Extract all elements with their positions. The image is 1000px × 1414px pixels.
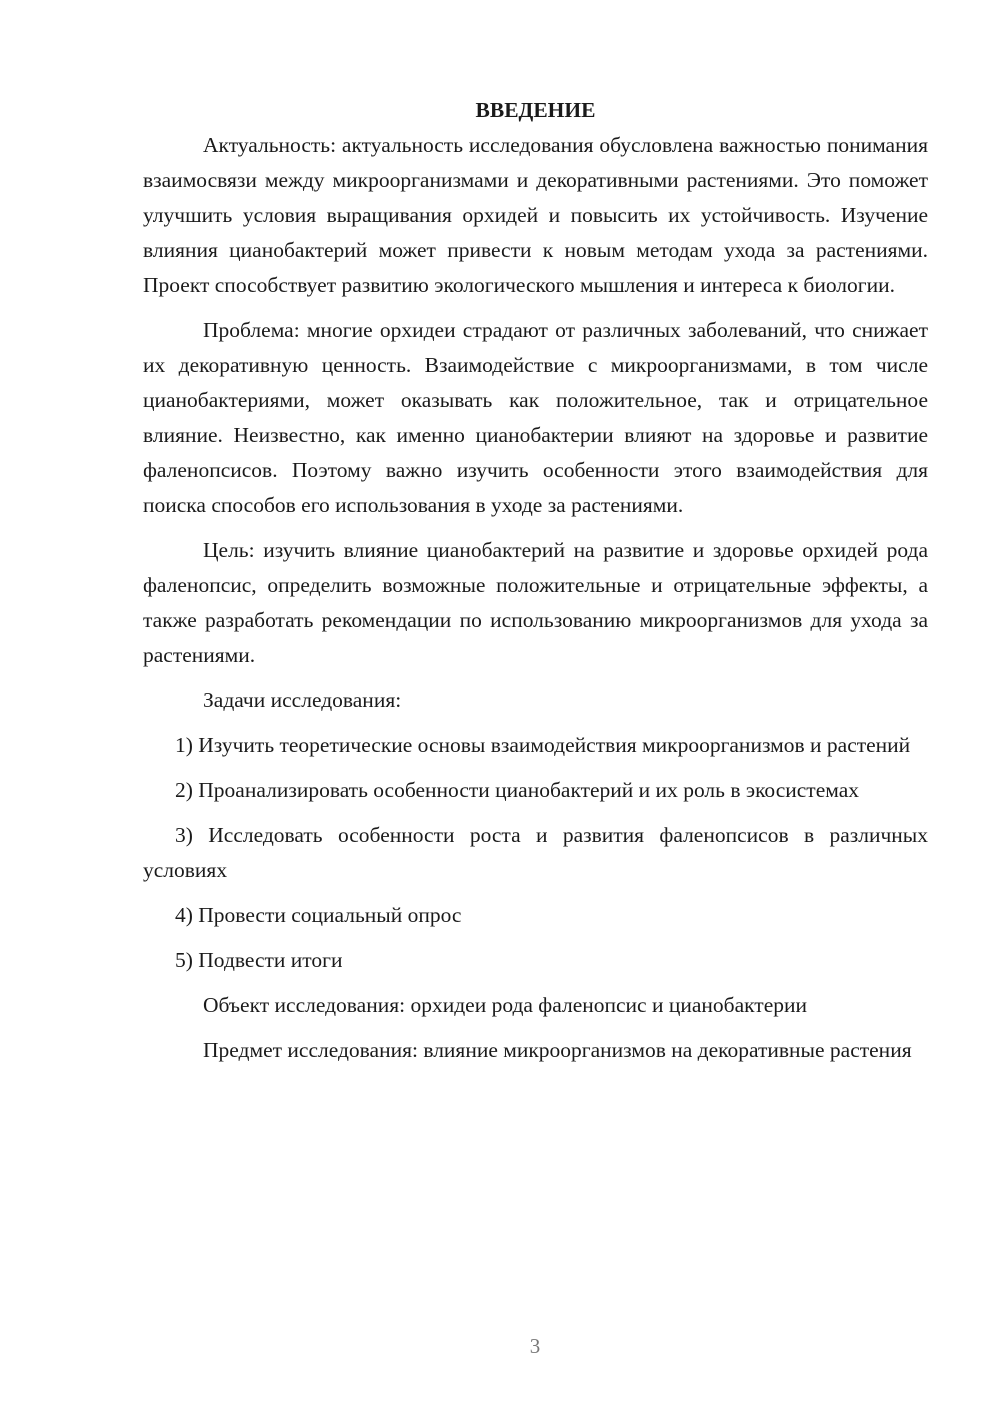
task-item-1: 1) Изучить теоретические основы взаимодействия микроорганизмов и растений — [175, 733, 911, 757]
task-item-5: 5) Подвести итоги — [175, 948, 343, 972]
tasks-title: Задачи исследования: — [203, 688, 402, 712]
task-item-4: 4) Провести социальный опрос — [175, 903, 462, 927]
problem-paragraph: Проблема: многие орхидеи страдают от различных заболеваний, что снижает их декоративную ценность. Взаимодействие с микроорганизмами, в том числе цианобактериями, может оказывать как положительное, так и отрицательное влияние. Неизвестно, как именно цианобактерии влияют на здоровье и развитие фаленопсисов. Поэтому важно изучить особенности этого взаимодействия для поиска способов его использования в уходе за растениями. — [143, 318, 928, 517]
task-item-2: 2) Проанализировать особенности цианобактерий и их роль в экосистемах — [175, 778, 859, 802]
page-number: 3 — [529, 1334, 541, 1358]
relevance-paragraph: Актуальность: актуальность исследования обусловлена важностью понимания взаимосвязи между микроорганизмами и декоративными растениями. Это поможет улучшить условия выращивания орхидей и повысить их устойчивость. Изучение влияния цианобактерий может привести к новым методам ухода за растениями. Проект способствует развитию экологического мышления и интереса к биологии. — [143, 133, 928, 297]
subject-paragraph: Предмет исследования: влияние микроорганизмов на декоративные растения — [203, 1038, 912, 1062]
section-heading: ВВЕДЕНИЕ — [475, 98, 596, 122]
object-paragraph: Объект исследования: орхидеи рода фаленопсис и цианобактерии — [203, 993, 808, 1017]
goal-paragraph: Цель: изучить влияние цианобактерий на развитие и здоровье орхидей рода фаленопсис, определить возможные положительные и отрицательные эффекты, а также разработать рекомендации по использованию микроорганизмов для ухода за растениями. — [143, 538, 928, 667]
task-item-3: 3) Исследовать особенности роста и развития фаленопсисов в различных условиях — [143, 823, 928, 882]
page-content — [143, 93, 928, 1078]
